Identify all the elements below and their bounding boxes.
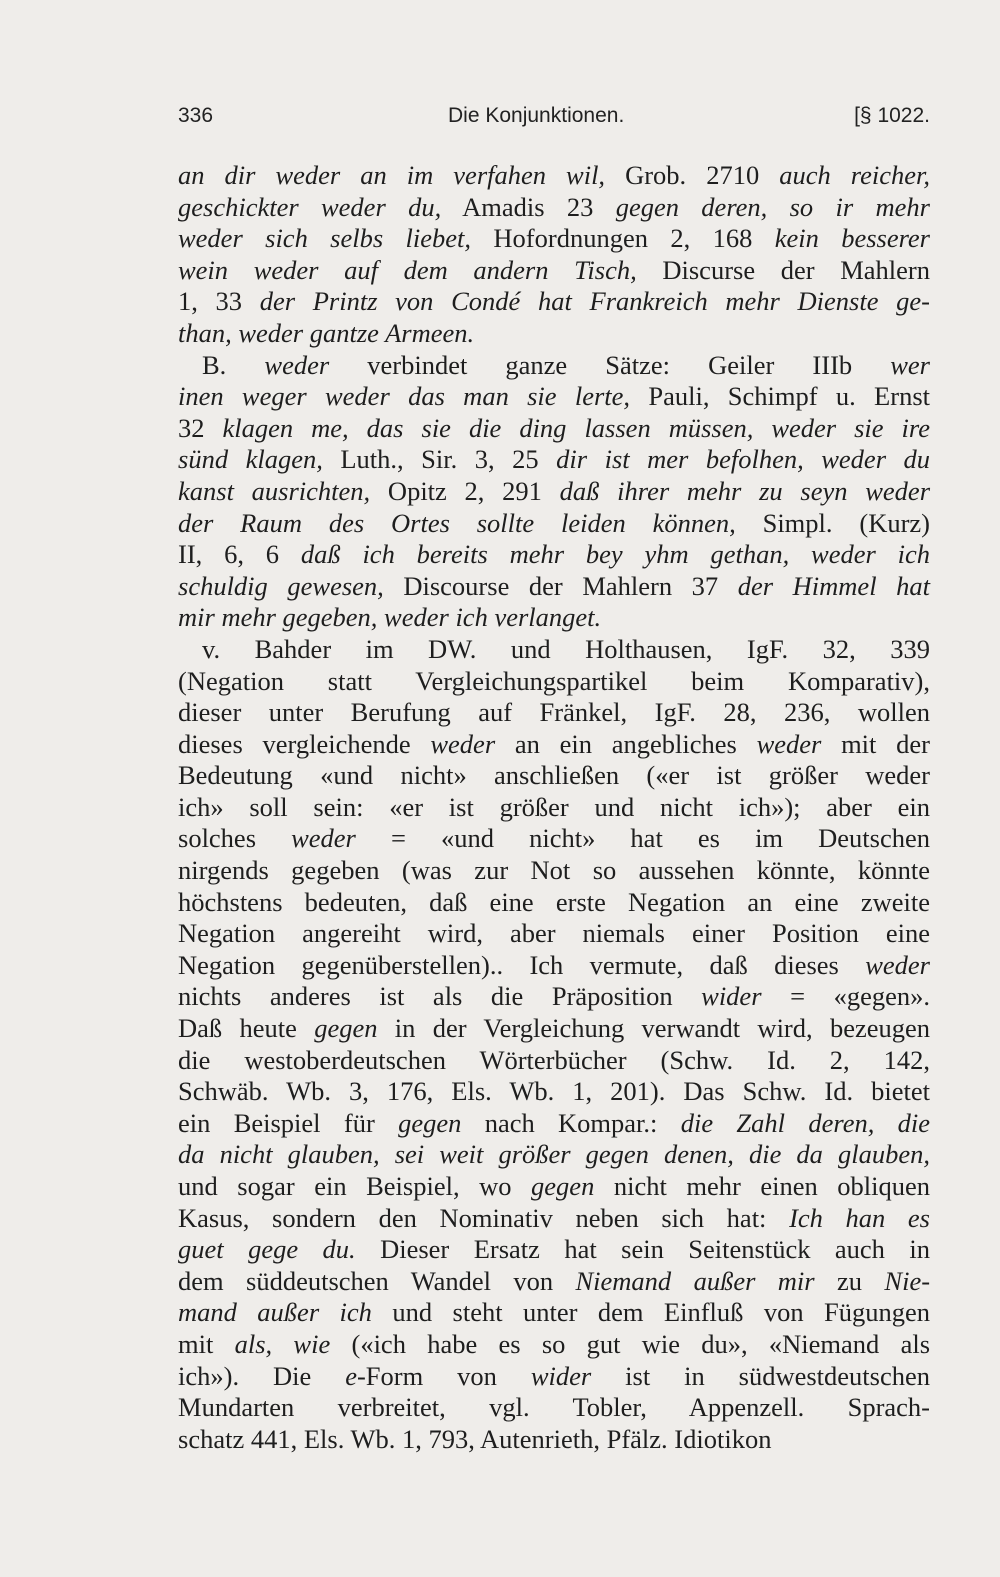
text-line [178, 160, 930, 192]
italic-segment: weder sich selbs liebet, [178, 223, 472, 254]
text-line [178, 760, 930, 792]
italic-segment: gegen [531, 1171, 595, 1201]
roman-segment: ich»). Die [178, 1360, 346, 1391]
roman-segment: solches [178, 823, 292, 854]
text-line [178, 1329, 930, 1361]
italic-segment: schuldig gewesen, [178, 570, 384, 601]
italic-segment: weder [430, 728, 496, 759]
roman-segment: -Form von [356, 1360, 531, 1391]
text-line [178, 476, 930, 508]
roman-segment: Opitz 2, 291 [370, 475, 560, 506]
italic-segment: Nie- [884, 1265, 931, 1296]
italic-segment: Niemand außer mir [575, 1265, 815, 1296]
text-line [178, 666, 930, 698]
roman-segment: zu [814, 1265, 885, 1296]
text-line [178, 1013, 930, 1045]
text-line [178, 1424, 930, 1456]
roman-segment: nach Kompar.: [461, 1107, 681, 1138]
roman-segment: = «gegen». [761, 981, 930, 1012]
roman-segment: Hofordnungen 2, 168 [471, 223, 775, 254]
italic-segment: weder [865, 949, 930, 980]
italic-segment: weder [291, 823, 356, 854]
roman-segment: mit [178, 1328, 235, 1359]
roman-segment: Negation angereiht wird, aber niemals einer Position eine [178, 918, 930, 949]
roman-segment: Schwäb. Wb. 3, 176, Els. Wb. 1, 201). Das Schw. Id. bietet [178, 1076, 930, 1107]
running-title: Die Konjunktionen. [448, 104, 625, 127]
roman-segment: die westoberdeutschen Wörterbücher (Schw. Id. 2, 142, [178, 1044, 930, 1075]
italic-segment: an dir weder an im verfahen wil, [178, 160, 606, 190]
roman-segment: ich» soll sein: «er ist größer und nicht ich»); aber ein [178, 791, 930, 822]
roman-segment: höchstens bedeuten, daß eine erste Negation an eine zweite [178, 886, 930, 917]
text-line [178, 318, 930, 350]
text-line [178, 381, 930, 413]
text-line [178, 1076, 930, 1108]
text-line [178, 1203, 930, 1235]
italic-segment: gegen deren, so ir mehr [615, 191, 930, 222]
italic-segment: inen weger weder das man sie lerte, [178, 381, 631, 412]
roman-segment: dieses vergleichende [178, 728, 431, 759]
roman-segment: schatz 441, Els. Wb. 1, 793, Autenrieth, Pfälz. Idiotikon [178, 1423, 772, 1454]
italic-segment: da nicht glauben, sei weit größer gegen denen, die da glauben, [178, 1139, 930, 1170]
text-line [178, 413, 930, 445]
roman-segment: Daß heute [178, 1013, 315, 1044]
roman-segment: und steht unter dem Einfluß von Fügungen [371, 1297, 930, 1328]
text-line [178, 508, 930, 540]
roman-segment: Mundarten verbreitet, vgl. Tobler, Appenzell. Sprach- [178, 1392, 930, 1423]
italic-segment: gegen [398, 1107, 462, 1138]
italic-segment: wider [530, 1360, 592, 1391]
text-line [178, 887, 930, 919]
roman-segment: II, 6, 6 [178, 539, 301, 570]
roman-segment: ist in südwestdeutschen [591, 1360, 931, 1391]
text-line [178, 918, 930, 950]
italic-segment: kanst ausrichten, [178, 475, 371, 506]
text-line [178, 1266, 930, 1298]
text-line [178, 792, 930, 824]
roman-segment: B. [202, 349, 265, 380]
roman-segment: Dieser Ersatz hat sein Seitenstück auch in [355, 1234, 930, 1265]
text-line [178, 855, 930, 887]
italic-segment: der Printz von Condé hat Frankreich mehr Dienste ge- [259, 286, 930, 317]
roman-segment: 32 [178, 412, 223, 443]
text-line [178, 1139, 930, 1171]
roman-segment: nicht mehr einen obliquen [594, 1171, 931, 1201]
italic-segment: wider [701, 981, 762, 1012]
italic-segment: mir mehr gegeben, weder ich verlanget. [178, 602, 602, 633]
roman-segment: Negation gegenüberstellen).. Ich vermute, daß dieses [178, 949, 866, 980]
roman-segment: = «und nicht» hat es im Deutschen [355, 823, 930, 854]
italic-segment: wein weder auf dem andern Tisch, [178, 254, 637, 285]
text-line [178, 1108, 930, 1140]
text-line [178, 1361, 930, 1393]
italic-segment: than, weder gantze Armeen. [178, 317, 475, 348]
roman-segment: Discurse der Mahlern [636, 254, 930, 285]
text-line [178, 539, 930, 571]
text-line [178, 1392, 930, 1424]
italic-segment: der Himmel hat [737, 570, 930, 601]
section-reference: [§ 1022. [854, 104, 930, 127]
text-line [178, 602, 930, 634]
italic-segment: Ich han es [789, 1202, 930, 1233]
text-line [178, 350, 930, 382]
roman-segment: und sogar ein Beispiel, wo [178, 1171, 532, 1201]
italic-segment: daß ihrer mehr zu seyn weder [559, 475, 931, 506]
text-line [178, 1045, 930, 1077]
italic-segment: klagen me, das sie die ding lassen müssen, weder sie ire [222, 412, 931, 443]
italic-segment: kein besserer [774, 223, 930, 254]
italic-segment: dir ist mer befolhen, weder du [556, 444, 931, 475]
roman-segment: nichts anderes ist als die Präposition [178, 981, 702, 1012]
italic-segment: gegen [314, 1013, 378, 1044]
roman-segment: (Negation statt Vergleichungspartikel beim Komparativ), [178, 665, 930, 696]
roman-segment: dieser unter Berufung auf Fränkel, IgF. 28, 236, wollen [178, 697, 930, 728]
italic-segment: geschickter weder du, [178, 191, 442, 222]
text-line [178, 950, 930, 982]
italic-segment: die Zahl deren, die [680, 1107, 931, 1138]
text-line [178, 697, 930, 729]
roman-segment: Luth., Sir. 3, 25 [322, 444, 557, 475]
italic-segment: als, wie [234, 1328, 331, 1359]
text-line [178, 1234, 930, 1266]
italic-segment: mand außer ich [178, 1297, 372, 1328]
text-line [178, 981, 930, 1013]
roman-segment: Discourse der Mahlern 37 [383, 570, 738, 601]
italic-segment: guet gege du. [178, 1234, 356, 1265]
italic-segment: daß ich bereits mehr bey yhm gethan, weder ich [300, 539, 930, 570]
page-number: 336 [178, 104, 214, 127]
roman-segment: Amadis 23 [441, 191, 616, 222]
italic-segment: auch reicher, [779, 160, 930, 190]
roman-segment: 1, 33 [178, 286, 260, 317]
roman-segment: Simpl. (Kurz) [735, 507, 930, 538]
roman-segment: nirgends gegeben (was zur Not so aussehen könnte, könnte [178, 855, 930, 886]
text-line [178, 223, 930, 255]
text-line [178, 1171, 930, 1203]
running-header [178, 104, 930, 134]
italic-segment: sünd klagen, [178, 444, 323, 475]
italic-segment: weder [756, 728, 822, 759]
text-line [178, 286, 930, 318]
italic-segment: weder [264, 349, 330, 380]
roman-segment: v. Bahder im DW. und Holthausen, IgF. 32, 339 [202, 633, 930, 664]
roman-segment: an ein angebliches [495, 728, 757, 759]
italic-segment: wer [890, 349, 930, 380]
text-line [178, 571, 930, 603]
roman-segment: Pauli, Schimpf u. Ernst [630, 381, 930, 412]
roman-segment: verbindet ganze Sätze: Geiler IIIb [329, 349, 891, 380]
roman-segment: mit der [821, 728, 930, 759]
roman-segment: ein Beispiel für [178, 1107, 399, 1138]
roman-segment: Bedeutung «und nicht» anschließen («er ist größer weder [178, 760, 930, 791]
text-line [178, 634, 930, 666]
text-line [178, 444, 930, 476]
roman-segment: («ich habe es so gut wie du», «Niemand als [330, 1328, 931, 1359]
text-line [178, 1297, 930, 1329]
italic-segment: der Raum des Ortes sollte leiden können, [178, 507, 736, 538]
text-line [178, 823, 930, 855]
roman-segment: Grob. 2710 [605, 160, 780, 190]
body-text [178, 160, 930, 1455]
text-line [178, 729, 930, 761]
roman-segment: dem süddeutschen Wandel von [178, 1265, 576, 1296]
text-line [178, 192, 930, 224]
roman-segment: Kasus, sondern den Nominativ neben sich hat: [178, 1202, 790, 1233]
text-line [178, 255, 930, 287]
italic-segment: e [345, 1360, 357, 1391]
roman-segment: in der Vergleichung verwandt wird, bezeugen [377, 1013, 931, 1044]
